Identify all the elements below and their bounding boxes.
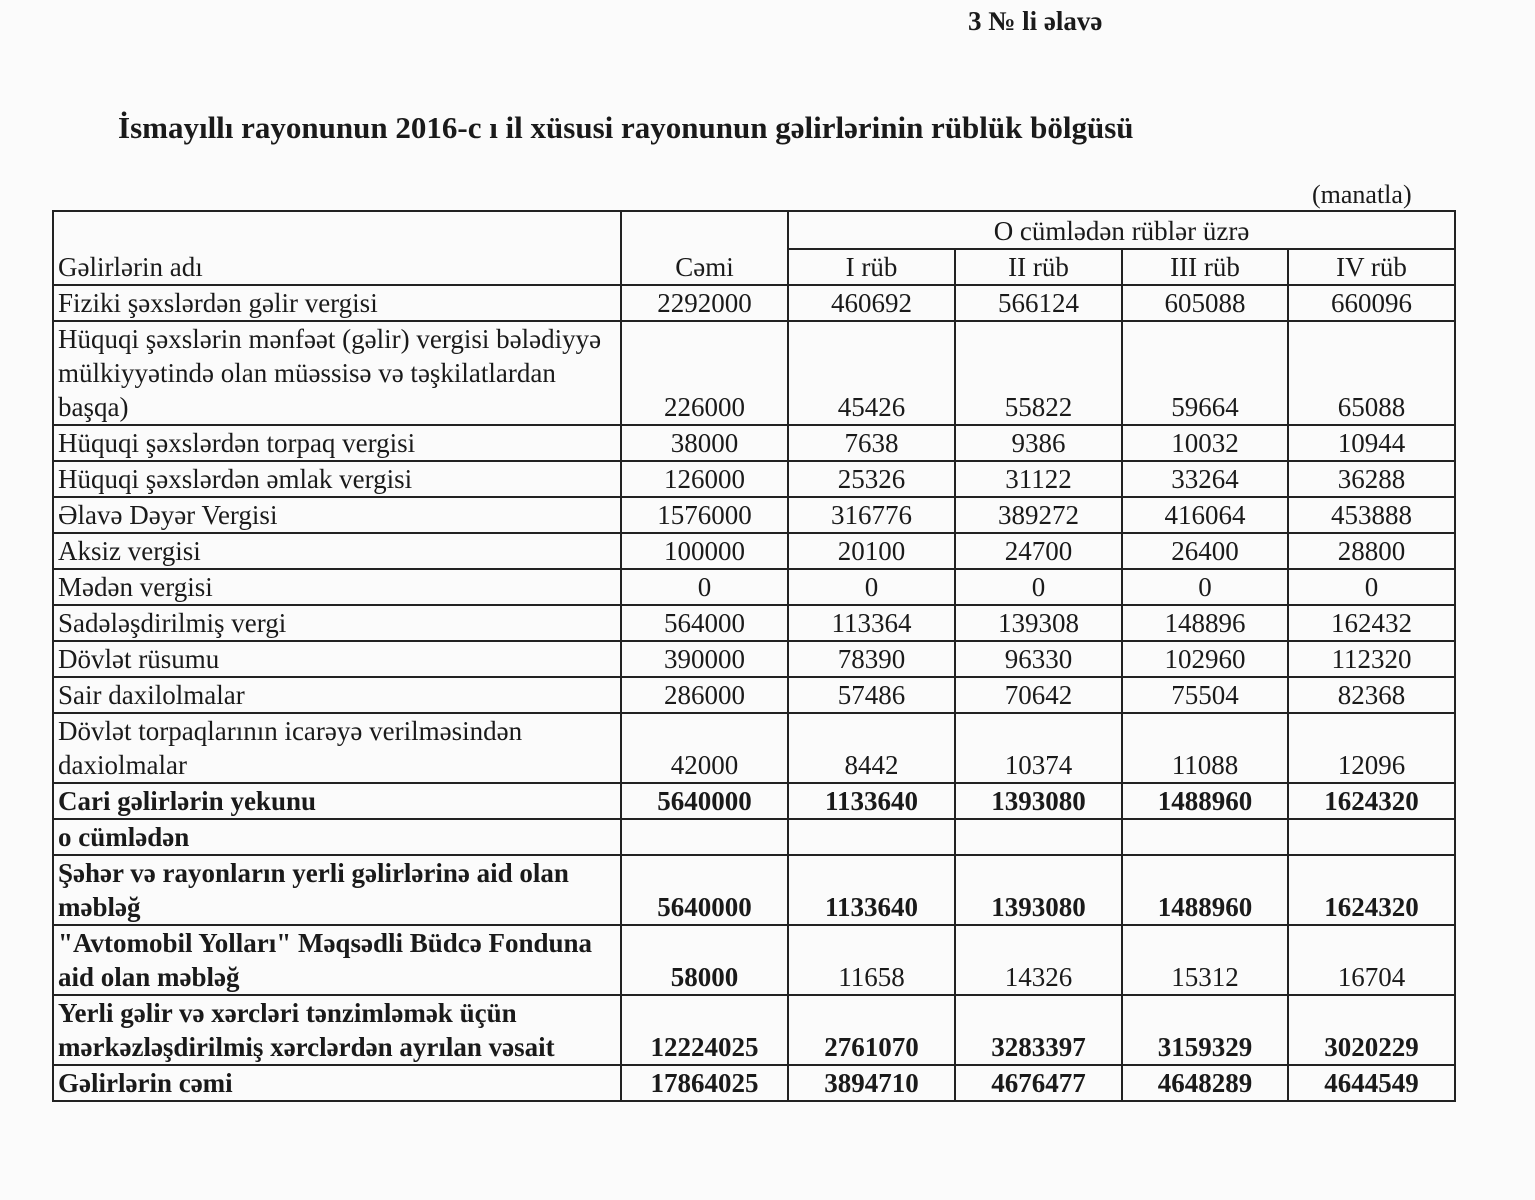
row-name-cell: Sair daxilolmalar [53,677,621,713]
row-quarter-cell: 8442 [788,713,955,783]
row-quarter-cell: 148896 [1122,605,1288,641]
table-row [53,713,1455,783]
row-quarter-cell: 3283397 [955,995,1122,1065]
row-quarter-cell: 1488960 [1122,855,1288,925]
row-quarter-cell: 11658 [788,925,955,995]
row-name-cell: Cari gəlirlərin yekunu [53,783,621,819]
row-total-cell: 1576000 [621,497,788,533]
row-quarter-cell: 57486 [788,677,955,713]
header-total: Cəmi [621,211,788,285]
table-row [53,285,1455,321]
row-quarter-cell: 1624320 [1288,855,1455,925]
row-quarter-cell: 11088 [1122,713,1288,783]
row-name-cell: Dövlət torpaqlarının icarəyə verilməsindən daxiolmalar [53,713,621,783]
row-quarter-cell: 162432 [1288,605,1455,641]
row-quarter-cell: 78390 [788,641,955,677]
table-row [53,783,1455,819]
row-name-cell: Dövlət rüsumu [53,641,621,677]
document-title: İsmayıllı rayonunun 2016-c ı il xüsusi rayonunun gəlirlərinin rüblük bölgüsü [118,110,1134,145]
row-total-cell: 17864025 [621,1065,788,1101]
row-quarter-cell: 1133640 [788,783,955,819]
row-quarter-cell: 113364 [788,605,955,641]
row-total-cell: 12224025 [621,995,788,1065]
row-quarter-cell: 45426 [788,321,955,425]
row-total-cell: 42000 [621,713,788,783]
row-quarter-cell: 316776 [788,497,955,533]
header-quarter: I rüb [788,249,955,285]
header-row [53,211,1455,249]
row-quarter-cell: 33264 [1122,461,1288,497]
row-quarter-cell: 4648289 [1122,1065,1288,1101]
table-row [53,461,1455,497]
table-row [53,533,1455,569]
row-name-cell: o cümlədən [53,819,621,855]
row-name-cell: Yerli gəlir və xərcləri tənzimləmək üçün mərkəzləşdirilmiş xərclərdən ayrılan vəsait [53,995,621,1065]
row-quarter-cell: 36288 [1288,461,1455,497]
row-quarter-cell: 1393080 [955,855,1122,925]
header-quarter: II rüb [955,249,1122,285]
row-total-cell: 38000 [621,425,788,461]
table-row [53,569,1455,605]
row-quarter-cell: 3894710 [788,1065,955,1101]
row-quarter-cell: 1488960 [1122,783,1288,819]
row-total-cell: 2292000 [621,285,788,321]
row-quarter-cell: 4676477 [955,1065,1122,1101]
row-quarter-cell: 2761070 [788,995,955,1065]
row-quarter-cell: 3159329 [1122,995,1288,1065]
row-total-cell: 390000 [621,641,788,677]
row-quarter-cell: 0 [788,569,955,605]
row-name-cell: Gəlirlərin cəmi [53,1065,621,1101]
row-total-cell: 226000 [621,321,788,425]
row-quarter-cell: 31122 [955,461,1122,497]
table-row [53,321,1455,425]
row-quarter-cell: 416064 [1122,497,1288,533]
header-quarters-group: O cümlədən rüblər üzrə [788,211,1455,249]
row-total-cell: 5640000 [621,783,788,819]
row-name-cell: Aksiz vergisi [53,533,621,569]
row-quarter-cell: 10374 [955,713,1122,783]
row-quarter-cell: 605088 [1122,285,1288,321]
header-quarter: IV rüb [1288,249,1455,285]
row-quarter-cell: 10944 [1288,425,1455,461]
row-quarter-cell: 96330 [955,641,1122,677]
row-name-cell: Hüquqi şəxslərdən əmlak vergisi [53,461,621,497]
row-quarter-cell: 55822 [955,321,1122,425]
row-quarter-cell: 139308 [955,605,1122,641]
table-row [53,641,1455,677]
table-row [53,819,1455,855]
row-name-cell: Fiziki şəxslərdən gəlir vergisi [53,285,621,321]
row-total-cell: 58000 [621,925,788,995]
row-quarter-cell: 59664 [1122,321,1288,425]
row-quarter-cell: 453888 [1288,497,1455,533]
header-quarter: III rüb [1122,249,1288,285]
row-name-cell: Əlavə Dəyər Vergisi [53,497,621,533]
row-total-cell: 564000 [621,605,788,641]
row-quarter-cell: 4644549 [1288,1065,1455,1101]
row-quarter-cell: 3020229 [1288,995,1455,1065]
row-name-cell: Sadələşdirilmiş vergi [53,605,621,641]
row-quarter-cell: 20100 [788,533,955,569]
row-quarter-cell: 7638 [788,425,955,461]
row-name-cell: "Avtomobil Yolları" Məqsədli Büdcə Fonduna aid olan məbləğ [53,925,621,995]
row-quarter-cell: 10032 [1122,425,1288,461]
row-quarter-cell: 65088 [1288,321,1455,425]
row-quarter-cell: 112320 [1288,641,1455,677]
row-quarter-cell: 1133640 [788,855,955,925]
row-quarter-cell: 16704 [1288,925,1455,995]
row-quarter-cell: 75504 [1122,677,1288,713]
row-name-cell: Hüquqi şəxslərin mənfəət (gəlir) vergisi bələdiyyə mülkiyyətində olan müəssisə və təşkilatlardan başqa) [53,321,621,425]
row-quarter-cell: 389272 [955,497,1122,533]
row-name-cell: Hüquqi şəxslərdən torpaq vergisi [53,425,621,461]
row-quarter-cell [1288,819,1455,855]
table-row [53,925,1455,995]
row-quarter-cell: 26400 [1122,533,1288,569]
row-total-cell: 0 [621,569,788,605]
table-row [53,425,1455,461]
table-row [53,855,1455,925]
row-quarter-cell: 566124 [955,285,1122,321]
row-quarter-cell [955,819,1122,855]
row-quarter-cell: 0 [1122,569,1288,605]
row-quarter-cell: 1624320 [1288,783,1455,819]
row-quarter-cell: 0 [955,569,1122,605]
row-quarter-cell: 82368 [1288,677,1455,713]
row-quarter-cell: 660096 [1288,285,1455,321]
row-quarter-cell: 12096 [1288,713,1455,783]
header-name: Gəlirlərin adı [53,211,621,285]
table-row [53,1065,1455,1101]
row-quarter-cell: 460692 [788,285,955,321]
row-quarter-cell: 25326 [788,461,955,497]
row-total-cell: 5640000 [621,855,788,925]
table-row [53,995,1455,1065]
row-total-cell: 100000 [621,533,788,569]
row-total-cell: 286000 [621,677,788,713]
row-name-cell: Şəhər və rayonların yerli gəlirlərinə aid olan məbləğ [53,855,621,925]
table-row [53,677,1455,713]
row-quarter-cell: 1393080 [955,783,1122,819]
row-quarter-cell [788,819,955,855]
row-quarter-cell: 0 [1288,569,1455,605]
row-quarter-cell: 9386 [955,425,1122,461]
row-quarter-cell: 14326 [955,925,1122,995]
unit-label: (manatla) [1312,180,1412,209]
row-total-cell: 126000 [621,461,788,497]
row-total-cell [621,819,788,855]
row-quarter-cell: 15312 [1122,925,1288,995]
row-quarter-cell: 70642 [955,677,1122,713]
row-name-cell: Mədən vergisi [53,569,621,605]
row-quarter-cell: 24700 [955,533,1122,569]
appendix-label: 3 № li əlavə [968,6,1103,36]
row-quarter-cell [1122,819,1288,855]
row-quarter-cell: 102960 [1122,641,1288,677]
row-quarter-cell: 28800 [1288,533,1455,569]
table-row [53,605,1455,641]
table-row [53,497,1455,533]
revenue-table [52,210,1456,1102]
